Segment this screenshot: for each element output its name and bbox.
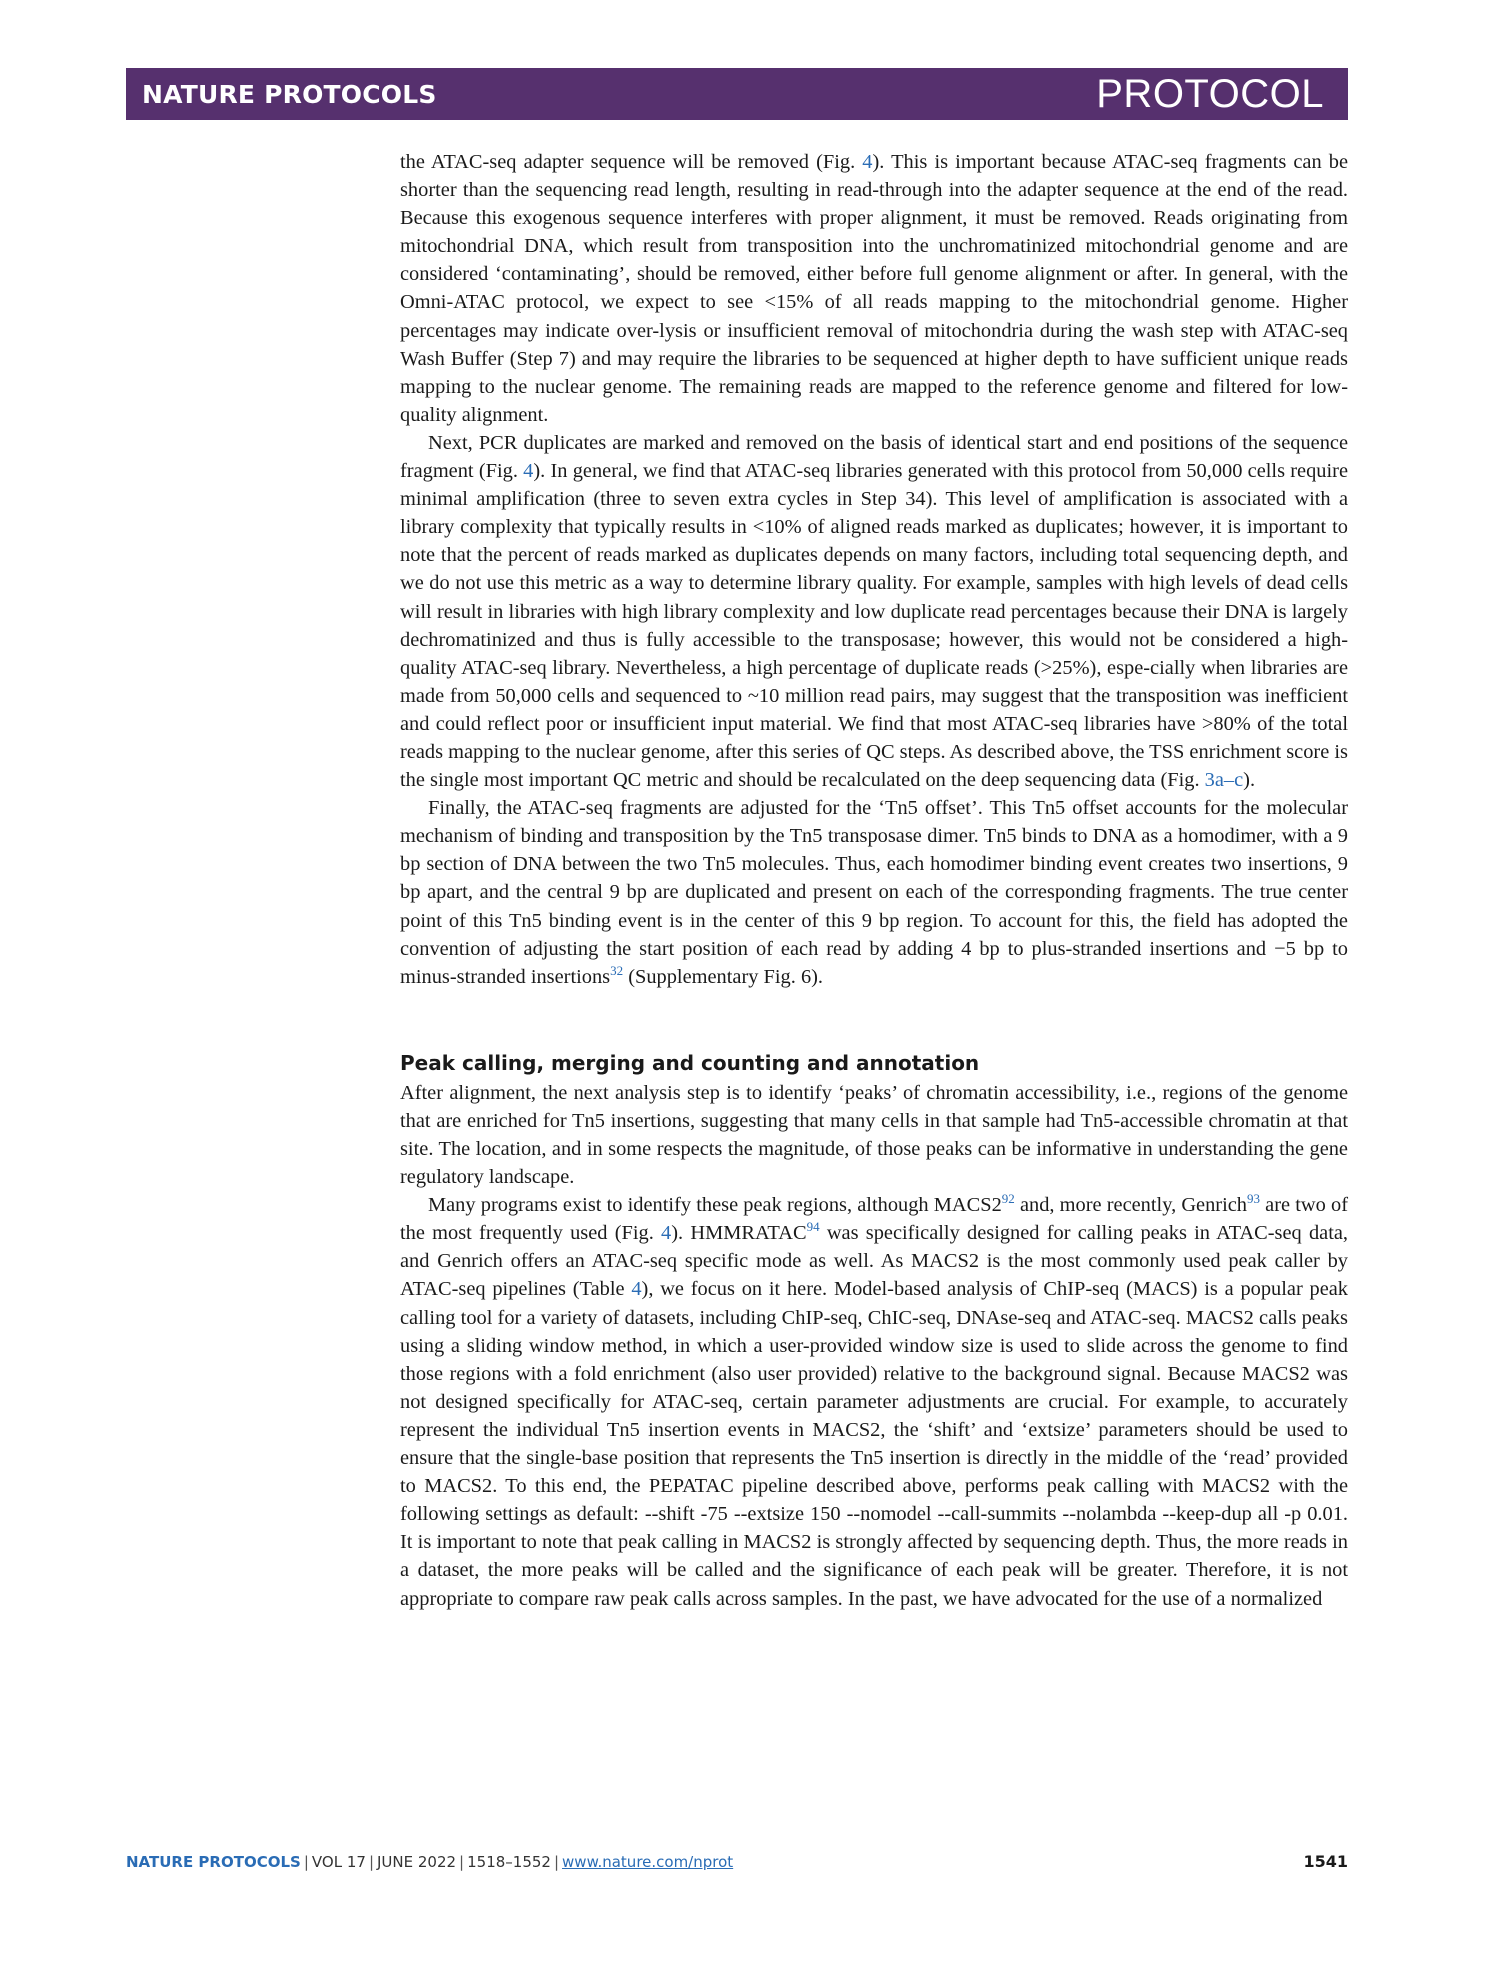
figure-link[interactable]: 4: [523, 460, 534, 483]
section-spacer: [400, 991, 1348, 1049]
citation-link[interactable]: 92: [1001, 1191, 1015, 1207]
article-body: [400, 148, 1348, 1613]
paragraph: the ATAC-seq adapter sequence will be removed (Fig. 4). This is important because ATAC-seq fragments can be shorter than the sequencing read length, resulting in read-through into the adapter sequence at the end of the read. Because this exogenous sequence interferes with proper alignment, it must be removed. Reads originating from mitochondrial DNA, which result from transposition into the unchromatinized mitochondrial genome and are considered ‘contaminating’, should be removed, either before full genome alignment or after. In general, with the Omni-ATAC protocol, we expect to see <15% of all reads mapping to the mitochondrial genome. Higher percentages may indicate over-lysis or insufficient removal of mitochondria during the wash step with ATAC-seq Wash Buffer (Step 7) and may require the libraries to be sequenced at higher depth to have sufficient unique reads mapping to the nuclear genome. The remaining reads are mapped to the reference genome and filtered for low-quality alignment.: [400, 151, 1348, 426]
footer-pages: 1518–1552: [467, 1853, 551, 1871]
journal-name: NATURE PROTOCOLS: [142, 79, 437, 109]
figure-link[interactable]: 4: [862, 151, 873, 173]
footer-volume: VOL 17: [311, 1853, 366, 1871]
page-footer: [126, 1852, 1348, 1871]
citation-link[interactable]: 93: [1247, 1191, 1261, 1207]
figure-link[interactable]: 3a–c: [1204, 769, 1244, 792]
figure-link[interactable]: 4: [661, 1222, 672, 1245]
section-heading: Peak calling, merging and counting and annotation: [400, 1050, 980, 1075]
paragraph: Next, PCR duplicates are marked and removed on the basis of identical start and end positions of the sequence fragment (Fig. 4). In general, we find that ATAC-seq libraries generated with this protocol from 50,000 cells require minimal amplification (three to seven extra cycles in Step 34). This level of amplification is associated with a library complexity that typically results in <10% of aligned reads marked as duplicates; however, it is important to note that the percent of reads marked as duplicates depends on many factors, including total sequencing depth, and we do not use this metric as a way to determine library quality. For example, samples with high levels of dead cells will result in libraries with high library complexity and low duplicate read percentages because their DNA is largely dechromatinized and thus is fully accessible to the transposase; however, this would not be considered a high-quality ATAC-seq library. Nevertheless, a high percentage of duplicate reads (>25%), espe-cially when libraries are made from 50,000 cells and sequenced to ~10 million read pairs, may suggest that the transposition was inefficient and could reflect poor or insufficient input material. We find that most ATAC-seq libraries have >80% of the total reads mapping to the nuclear genome, after this series of QC steps. As described above, the TSS enrichment score is the single most important QC metric and should be recalculated on the deep sequencing data (Fig. 3a–c).: [400, 431, 1348, 792]
footer-journal: NATURE PROTOCOLS: [126, 1853, 301, 1871]
page-number: 1541: [1303, 1852, 1348, 1871]
paragraph: After alignment, the next analysis step is to identify ‘peaks’ of chromatin accessibility, i.e., regions of the genome that are enriched for Tn5 insertions, suggesting that many cells in that sample had Tn5-accessible chromatin at that site. The location, and in some respects the magnitude, of those peaks can be informative in understanding the gene regulatory landscape.: [400, 1081, 1348, 1189]
article-type: PROTOCOL: [1096, 71, 1324, 116]
footer-citation: NATURE PROTOCOLS | VOL 17 | JUNE 2022 | 1518–1552 | www.nature.com/nprot: [126, 1853, 734, 1871]
footer-date: JUNE 2022: [377, 1853, 457, 1871]
paragraph: Many programs exist to identify these peak regions, although MACS2$^{92}$ and, more recently, Genrich$^{93}$ are two of the most frequently used (Fig. 4). HMMRATAC$^{94}$ was specifically designed for calling peaks in ATAC-seq data, and Genrich offers an ATAC-seq specific mode as well. As MACS2 is the most commonly used peak caller by ATAC-seq pipelines (Table 4), we focus on it here. Model-based analysis of ChIP-seq (MACS) is a popular peak calling tool for a variety of datasets, including ChIP-seq, ChIC-seq, DNAse-seq and ATAC-seq. MACS2 calls peaks using a sliding window method, in which a user-provided window size is used to slide across the genome to find those regions with a fold enrichment (also user provided) relative to the background signal. Because MACS2 was not designed specifically for ATAC-seq, certain parameter adjustments are crucial. For example, to accurately represent the individual Tn5 insertion events in MACS2, the ‘shift’ and ‘extsize’ parameters should be used to ensure that the single-base position that represents the Tn5 insertion is directly in the middle of the ‘read’ provided to MACS2. To this end, the PEPATAC pipeline described above, performs peak calling with MACS2 with the following settings as default: --shift -75 --extsize 150 --nomodel --call-summits --nolambda --keep-dup all -p 0.01. It is important to note that peak calling in MACS2 is strongly affected by sequencing depth. Thus, the more reads in a dataset, the more peaks will be called and the significance of each peak will be greater. Therefore, it is not appropriate to compare raw peak calls across samples. In the past, we have advocated for the use of a normalized: [400, 1191, 1349, 1610]
citation-link[interactable]: 32: [610, 962, 624, 978]
citation-link[interactable]: 94: [806, 1219, 820, 1235]
paragraph: Finally, the ATAC-seq fragments are adjusted for the ‘Tn5 offset’. This Tn5 offset accounts for the molecular mechanism of binding and transposition by the Tn5 transposase dimer. Tn5 binds to DNA as a homodimer, with a 9 bp section of DNA between the two Tn5 molecules. Thus, each homodimer binding event creates two insertions, 9 bp apart, and the central 9 bp are duplicated and present on each of the corresponding fragments. The true center point of this Tn5 binding event is in the center of this 9 bp region. To account for this, the field has adopted the convention of adjusting the start position of each read by adding 4 bp to plus-stranded insertions and −5 bp to minus-stranded insertions$^{32}$ (Supplementary Fig. 6).: [400, 797, 1348, 988]
journal-header-bar: [126, 68, 1348, 120]
table-link[interactable]: 4: [631, 1278, 642, 1301]
footer-url-link[interactable]: www.nature.com/nprot: [562, 1853, 734, 1871]
